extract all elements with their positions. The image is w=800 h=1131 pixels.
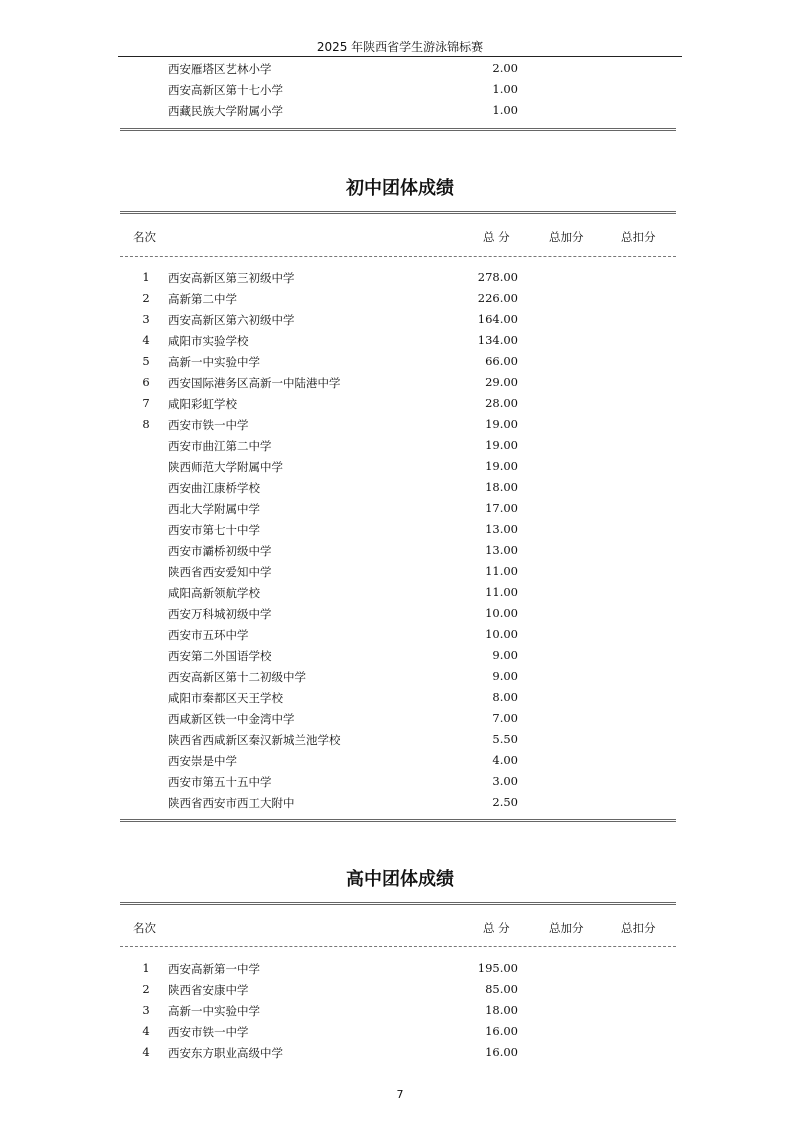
total-score: 16.00 <box>485 1045 518 1059</box>
table-row <box>0 330 800 351</box>
school-name: 西安市灞桥初级中学 <box>168 544 272 558</box>
school-name: 西安市铁一中学 <box>168 418 249 432</box>
rank: 6 <box>142 375 150 389</box>
school-name: 西安高新区第六初级中学 <box>168 313 295 327</box>
total-score: 17.00 <box>485 501 518 515</box>
school-name: 西安高新区第十七小学 <box>168 83 283 97</box>
table-row <box>0 792 800 813</box>
table-top-rule <box>120 902 676 905</box>
junior-table <box>0 267 800 813</box>
table-row <box>0 708 800 729</box>
school-name: 西安市第五十五中学 <box>168 775 272 789</box>
school-name: 西咸新区铁一中金湾中学 <box>168 712 295 726</box>
table-row <box>0 750 800 771</box>
table-row <box>0 540 800 561</box>
column-header-total: 总 分 <box>483 921 510 935</box>
school-name: 西安曲江康桥学校 <box>168 481 260 495</box>
total-score: 9.00 <box>492 648 518 662</box>
total-score: 85.00 <box>485 982 518 996</box>
column-header-deduct: 总扣分 <box>621 230 656 244</box>
senior-table <box>0 958 800 1063</box>
table-end-rule <box>120 128 676 131</box>
total-score: 2.50 <box>492 795 518 809</box>
table-row <box>0 351 800 372</box>
total-score: 195.00 <box>477 961 518 975</box>
total-score: 29.00 <box>485 375 518 389</box>
table-row <box>0 498 800 519</box>
header-divider <box>120 946 676 947</box>
table-row <box>0 624 800 645</box>
rank: 3 <box>142 312 150 326</box>
total-score: 28.00 <box>485 396 518 410</box>
column-header-rank: 名次 <box>133 921 156 935</box>
table-row <box>0 267 800 288</box>
section-title-senior: 高中团体成绩 <box>346 869 454 890</box>
total-score: 18.00 <box>485 1003 518 1017</box>
school-name: 高新一中实验中学 <box>168 355 260 369</box>
total-score: 5.50 <box>492 732 518 746</box>
table-row <box>0 666 800 687</box>
section-title-junior: 初中团体成绩 <box>346 178 454 199</box>
table-row <box>0 687 800 708</box>
column-header-bonus: 总加分 <box>549 230 584 244</box>
rank: 8 <box>142 417 150 431</box>
school-name: 咸阳彩虹学校 <box>168 397 237 411</box>
rank: 1 <box>142 961 150 975</box>
rank: 2 <box>142 982 150 996</box>
rank: 2 <box>142 291 150 305</box>
column-header-total: 总 分 <box>483 230 510 244</box>
total-score: 18.00 <box>485 480 518 494</box>
rank: 7 <box>142 396 150 410</box>
school-name: 西安第二外国语学校 <box>168 649 272 663</box>
school-name: 西安市第七十中学 <box>168 523 260 537</box>
total-score: 16.00 <box>485 1024 518 1038</box>
school-name: 西安东方职业高级中学 <box>168 1046 283 1060</box>
table-row <box>0 603 800 624</box>
table-row <box>0 519 800 540</box>
school-name: 西安万科城初级中学 <box>168 607 272 621</box>
school-name: 西北大学附属中学 <box>168 502 260 516</box>
continued-table <box>0 58 800 121</box>
school-name: 西安市曲江第二中学 <box>168 439 272 453</box>
total-score: 1.00 <box>492 82 518 96</box>
table-row <box>0 561 800 582</box>
table-row <box>0 1021 800 1042</box>
table-row <box>0 309 800 330</box>
total-score: 164.00 <box>477 312 518 326</box>
total-score: 9.00 <box>492 669 518 683</box>
school-name: 西安市五环中学 <box>168 628 249 642</box>
total-score: 66.00 <box>485 354 518 368</box>
total-score: 4.00 <box>492 753 518 767</box>
total-score: 1.00 <box>492 103 518 117</box>
table-row <box>0 288 800 309</box>
table-row <box>0 1000 800 1021</box>
table-row <box>0 456 800 477</box>
table-row <box>0 1042 800 1063</box>
table-end-rule <box>120 819 676 822</box>
total-score: 7.00 <box>492 711 518 725</box>
page-header: 2025 年陕西省学生游泳锦标赛 <box>316 40 484 54</box>
school-name: 西安市铁一中学 <box>168 1025 249 1039</box>
header-rule <box>118 56 682 57</box>
school-name: 西安高新区第三初级中学 <box>168 271 295 285</box>
total-score: 2.00 <box>492 61 518 75</box>
table-row <box>0 372 800 393</box>
school-name: 陕西省西咸新区秦汉新城兰池学校 <box>168 733 341 747</box>
total-score: 11.00 <box>485 585 518 599</box>
school-name: 陕西省西安市西工大附中 <box>168 796 295 810</box>
school-name: 西安国际港务区高新一中陆港中学 <box>168 376 341 390</box>
school-name: 高新第二中学 <box>168 292 237 306</box>
school-name: 咸阳市秦都区天王学校 <box>168 691 283 705</box>
table-row <box>0 393 800 414</box>
school-name: 高新一中实验中学 <box>168 1004 260 1018</box>
table-row <box>0 958 800 979</box>
rank: 1 <box>142 270 150 284</box>
header-divider <box>120 256 676 257</box>
total-score: 278.00 <box>477 270 518 284</box>
school-name: 西安崇是中学 <box>168 754 237 768</box>
table-row <box>0 79 800 100</box>
school-name: 咸阳市实验学校 <box>168 334 249 348</box>
school-name: 西安高新区第十二初级中学 <box>168 670 306 684</box>
total-score: 134.00 <box>477 333 518 347</box>
table-row <box>0 582 800 603</box>
table-row <box>0 771 800 792</box>
table-row <box>0 58 800 79</box>
column-header-rank: 名次 <box>133 230 156 244</box>
table-top-rule <box>120 211 676 214</box>
total-score: 19.00 <box>485 417 518 431</box>
total-score: 11.00 <box>485 564 518 578</box>
school-name: 陕西省安康中学 <box>168 983 249 997</box>
total-score: 19.00 <box>485 438 518 452</box>
rank: 4 <box>142 333 150 347</box>
rank: 5 <box>142 354 150 368</box>
table-row <box>0 414 800 435</box>
rank: 4 <box>142 1024 150 1038</box>
column-header-deduct: 总扣分 <box>621 921 656 935</box>
page-number: 7 <box>396 1088 404 1101</box>
rank: 4 <box>142 1045 150 1059</box>
column-header-bonus: 总加分 <box>549 921 584 935</box>
table-row <box>0 477 800 498</box>
school-name: 西藏民族大学附属小学 <box>168 104 283 118</box>
school-name: 陕西师范大学附属中学 <box>168 460 283 474</box>
table-row <box>0 100 800 121</box>
total-score: 10.00 <box>485 606 518 620</box>
table-row <box>0 729 800 750</box>
rank: 3 <box>142 1003 150 1017</box>
total-score: 13.00 <box>485 543 518 557</box>
school-name: 西安高新第一中学 <box>168 962 260 976</box>
school-name: 咸阳高新领航学校 <box>168 586 260 600</box>
table-row <box>0 645 800 666</box>
total-score: 19.00 <box>485 459 518 473</box>
total-score: 10.00 <box>485 627 518 641</box>
total-score: 8.00 <box>492 690 518 704</box>
school-name: 陕西省西安爱知中学 <box>168 565 272 579</box>
table-row <box>0 979 800 1000</box>
total-score: 3.00 <box>492 774 518 788</box>
total-score: 226.00 <box>477 291 518 305</box>
table-row <box>0 435 800 456</box>
school-name: 西安雁塔区艺林小学 <box>168 62 272 76</box>
total-score: 13.00 <box>485 522 518 536</box>
